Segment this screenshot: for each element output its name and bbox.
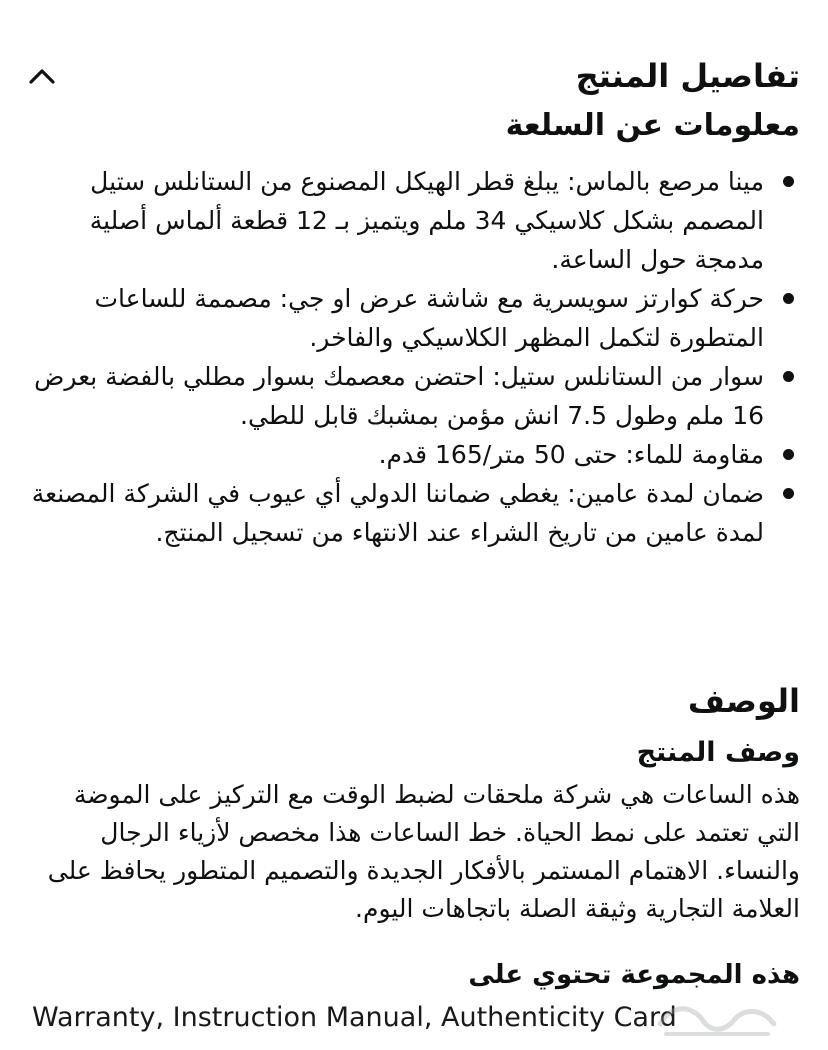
- bullet-icon: [783, 449, 794, 460]
- contents-heading: هذه المجموعة تحتوي على: [468, 960, 800, 990]
- bullet-icon: [783, 293, 794, 304]
- bullet-icon: [783, 371, 794, 382]
- bullet-text: سوار من الستانلس ستيل: احتضن معصمك بسوار مطلي بالفضة بعرض 16 ملم وطول 7.5 انش مؤمن بمشبك قابل للطي.: [34, 362, 764, 430]
- bullet-text: ضمان لمدة عامين: يغطي ضماننا الدولي أي عيوب في الشركة المصنعة لمدة عامين من تاريخ الشراء عند الانتهاء من تسجيل المنتج.: [31, 479, 764, 547]
- list-item: [20, 162, 800, 279]
- contents-items: Warranty, Instruction Manual, Authenticity Card: [32, 1002, 677, 1033]
- description-heading: الوصف: [687, 682, 800, 720]
- collapse-button[interactable]: [28, 48, 88, 104]
- bullet-text: مينا مرصع بالماس: يبلغ قطر الهيكل المصنوع من الستانلس ستيل المصمم بشكل كلاسيكي 34 ملم ويتميز بـ 12 قطعة ألماس أصلية مدمجة حول الساعة.: [89, 167, 764, 274]
- description-body: هذه الساعات هي شركة ملحقات لضبط الوقت مع التركيز على الموضة التي تعتمد على نمط الحياة. خط الساعات هذا مخصص لأزياء الرجال والنساء. الاهتمام المستمر بالأفكار الجديدة والتصميم المتطور يحافظ على العلامة التجارية وثيقة الصلة باتجاهات اليوم.: [47, 780, 800, 923]
- list-item: [20, 357, 800, 435]
- bullet-icon: [783, 176, 794, 187]
- bullet-icon: [783, 488, 794, 499]
- item-info-list: [20, 162, 800, 552]
- description-subheading: وصف المنتج: [636, 737, 800, 768]
- list-item: [20, 474, 800, 552]
- section-title: تفاصيل المنتج: [575, 57, 800, 95]
- bullet-text: مقاومة للماء: حتى 50 متر/165 قدم.: [378, 440, 764, 469]
- section-header[interactable]: [28, 48, 800, 104]
- bullet-text: حركة كوارتز سويسرية مع شاشة عرض او جي: مصممة للساعات المتطورة لتكمل المظهر الكلاسيكي والفاخر.: [94, 284, 764, 352]
- chevron-up-icon: [28, 67, 56, 85]
- item-info-heading: معلومات عن السلعة: [505, 108, 800, 143]
- list-item: [20, 279, 800, 357]
- list-item: [20, 435, 800, 474]
